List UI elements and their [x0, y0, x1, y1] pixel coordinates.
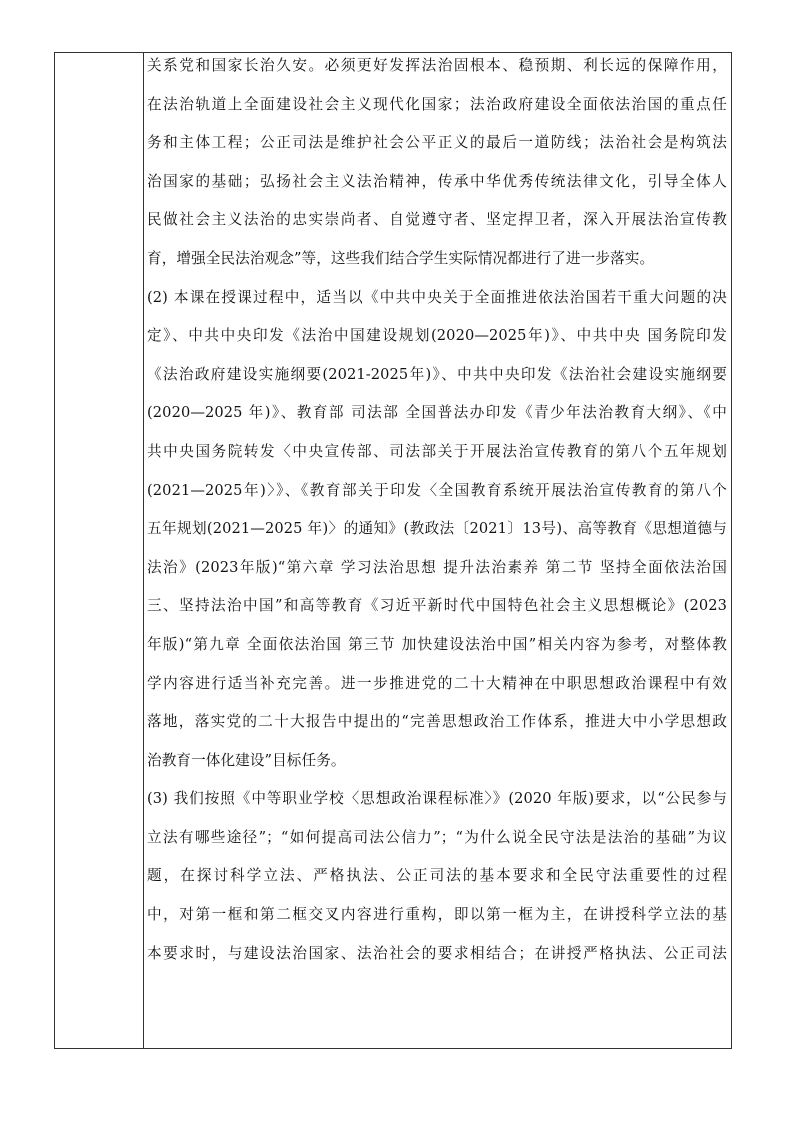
document-table: [54, 52, 732, 1049]
text-line: 落地，落实党的二十大报告中提出的“完善思想政治工作体系，推进大中小学思想政: [147, 713, 727, 731]
text-line: 法治》(2023年版)“第六章 学习法治思想 提升法治素养 第二节 坚持全面依法治国: [147, 558, 727, 576]
text-line: 关系党和国家长治久安。必须更好发挥法治固根本、稳预期、利长远的保障作用，: [147, 57, 727, 74]
text-line: 三、坚持法治中国”和高等教育《习近平新时代中国特色社会主义思想概论》(2023: [147, 597, 727, 615]
table-left-cell: [55, 53, 144, 1048]
text-line: 学内容进行适当补充完善。进一步推进党的二十大精神在中职思想政治课程中有效: [147, 674, 727, 692]
text-line: 五年规划(2021—2025 年)〉的通知》(教政法〔2021〕13号)、高等教育《思想道德与: [147, 520, 727, 538]
text-line: 治教育一体化建设”目标任务。: [147, 751, 346, 769]
text-line: (3) 我们按照《中等职业学校〈思想政治课程标准〉》(2020 年版)要求，以“公民参与: [147, 790, 727, 808]
text-line: 民做社会主义法治的忠实崇尚者、自觉遵守者、坚定捍卫者，深入开展法治宣传教: [147, 211, 727, 229]
text-line: 本要求时，与建设法治国家、法治社会的要求相结合；在讲授严格执法、公正司法: [147, 944, 727, 962]
text-line: 《法治政府建设实施纲要(2021-2025年)》、中共中央印发《法治社会建设实施纲要: [147, 365, 727, 383]
text-line: (2021—2025年)〉》、《教育部关于印发〈全国教育系统开展法治宣传教育的第八个: [147, 481, 727, 499]
text-line: 中，对第一框和第二框交叉内容进行重构，即以第一框为主，在讲授科学立法的基: [147, 906, 727, 924]
text-line: 立法有哪些途径”；“如何提高司法公信力”；“为什么说全民守法是法治的基础”为议: [147, 828, 727, 846]
text-line: 务和主体工程；公正司法是维护社会公平正义的最后一道防线；法治社会是构筑法: [147, 134, 727, 152]
table-content-cell: [144, 53, 731, 1048]
text-line: 定》、中共中央印发《法治中国建设规划(2020—2025年)》、中共中央 国务院印发: [147, 327, 727, 345]
text-line: 共中央国务院转发〈中央宣传部、司法部关于开展法治宣传教育的第八个五年规划: [147, 442, 727, 460]
text-line: (2020—2025 年)》、教育部 司法部 全国普法办印发《青少年法治教育大纲》、《中: [147, 404, 727, 422]
text-line: 年版)“第九章 全面依法治国 第三节 加快建设法治中国”相关内容为参考，对整体教: [147, 635, 727, 653]
text-line: 题，在探讨科学立法、严格执法、公正司法的基本要求和全民守法重要性的过程: [147, 867, 727, 885]
text-line: 治国家的基础；弘扬社会主义法治精神，传承中华优秀传统法律文化，引导全体人: [147, 172, 727, 190]
text-line: 育，增强全民法治观念”等，这些我们结合学生实际情况都进行了进一步落实。: [147, 249, 655, 267]
text-line: (2) 本课在授课过程中，适当以《中共中央关于全面推进依法治国若干重大问题的决: [147, 288, 727, 306]
text-line: 在法治轨道上全面建设社会主义现代化国家；法治政府建设全面依法治国的重点任: [147, 95, 727, 113]
